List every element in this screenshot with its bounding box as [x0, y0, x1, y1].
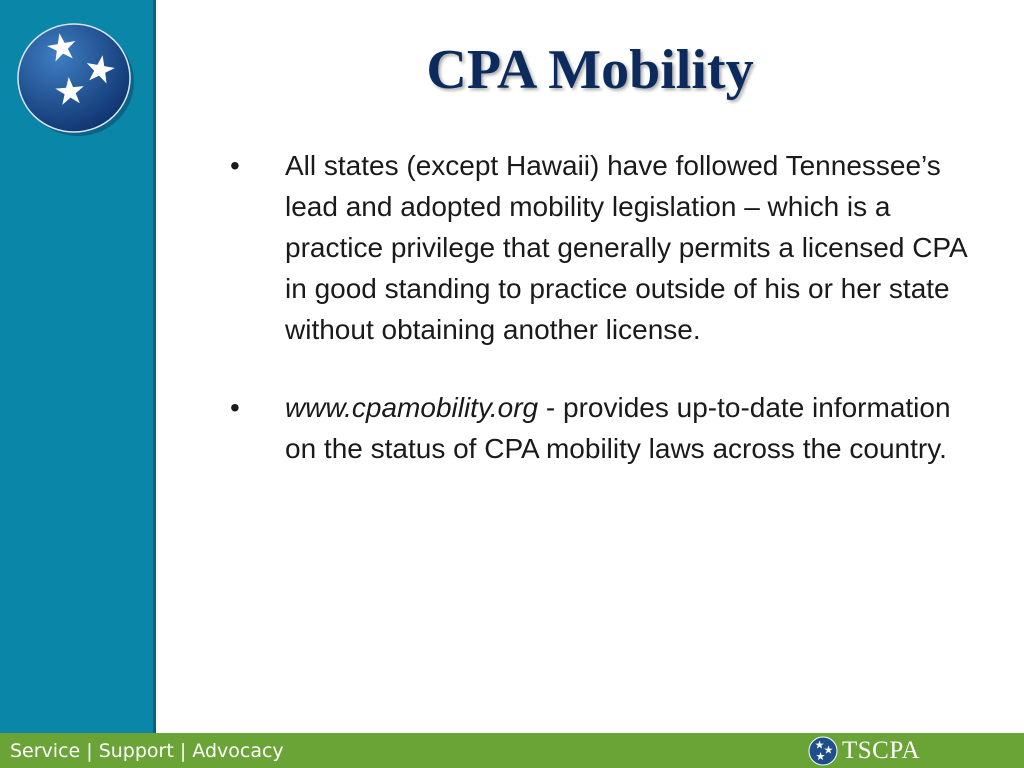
bullet-marker: •	[230, 150, 240, 181]
bullet-item-mobility	[228, 145, 968, 350]
bullet-list	[228, 145, 968, 506]
footer-bar	[0, 733, 1024, 768]
bullet-item-website	[228, 387, 968, 469]
sidebar-band	[0, 0, 156, 733]
cpamobility-link[interactable]: www.cpamobility.org	[285, 392, 539, 423]
bullet-marker: •	[230, 392, 240, 423]
slide-title: CPA Mobility	[426, 39, 754, 101]
tristar-logo-icon	[16, 18, 136, 138]
footer-tagline: Service | Support | Advocacy	[10, 740, 284, 762]
footer-logo	[808, 736, 920, 766]
bullet-text: All states (except Hawaii) have followed Tennessee’s lead and adopted mobility legislation – which is a practice privilege that generally permits a licensed CPA in good standing to practice outside of his or her state without obtaining another license.	[285, 150, 967, 345]
footer-logo-text: TSCPA	[842, 737, 921, 764]
three-stars-circle-icon	[808, 736, 838, 766]
bullet-text: - provides up-to-date information on the status of CPA mobility laws across the country.	[285, 392, 951, 464]
